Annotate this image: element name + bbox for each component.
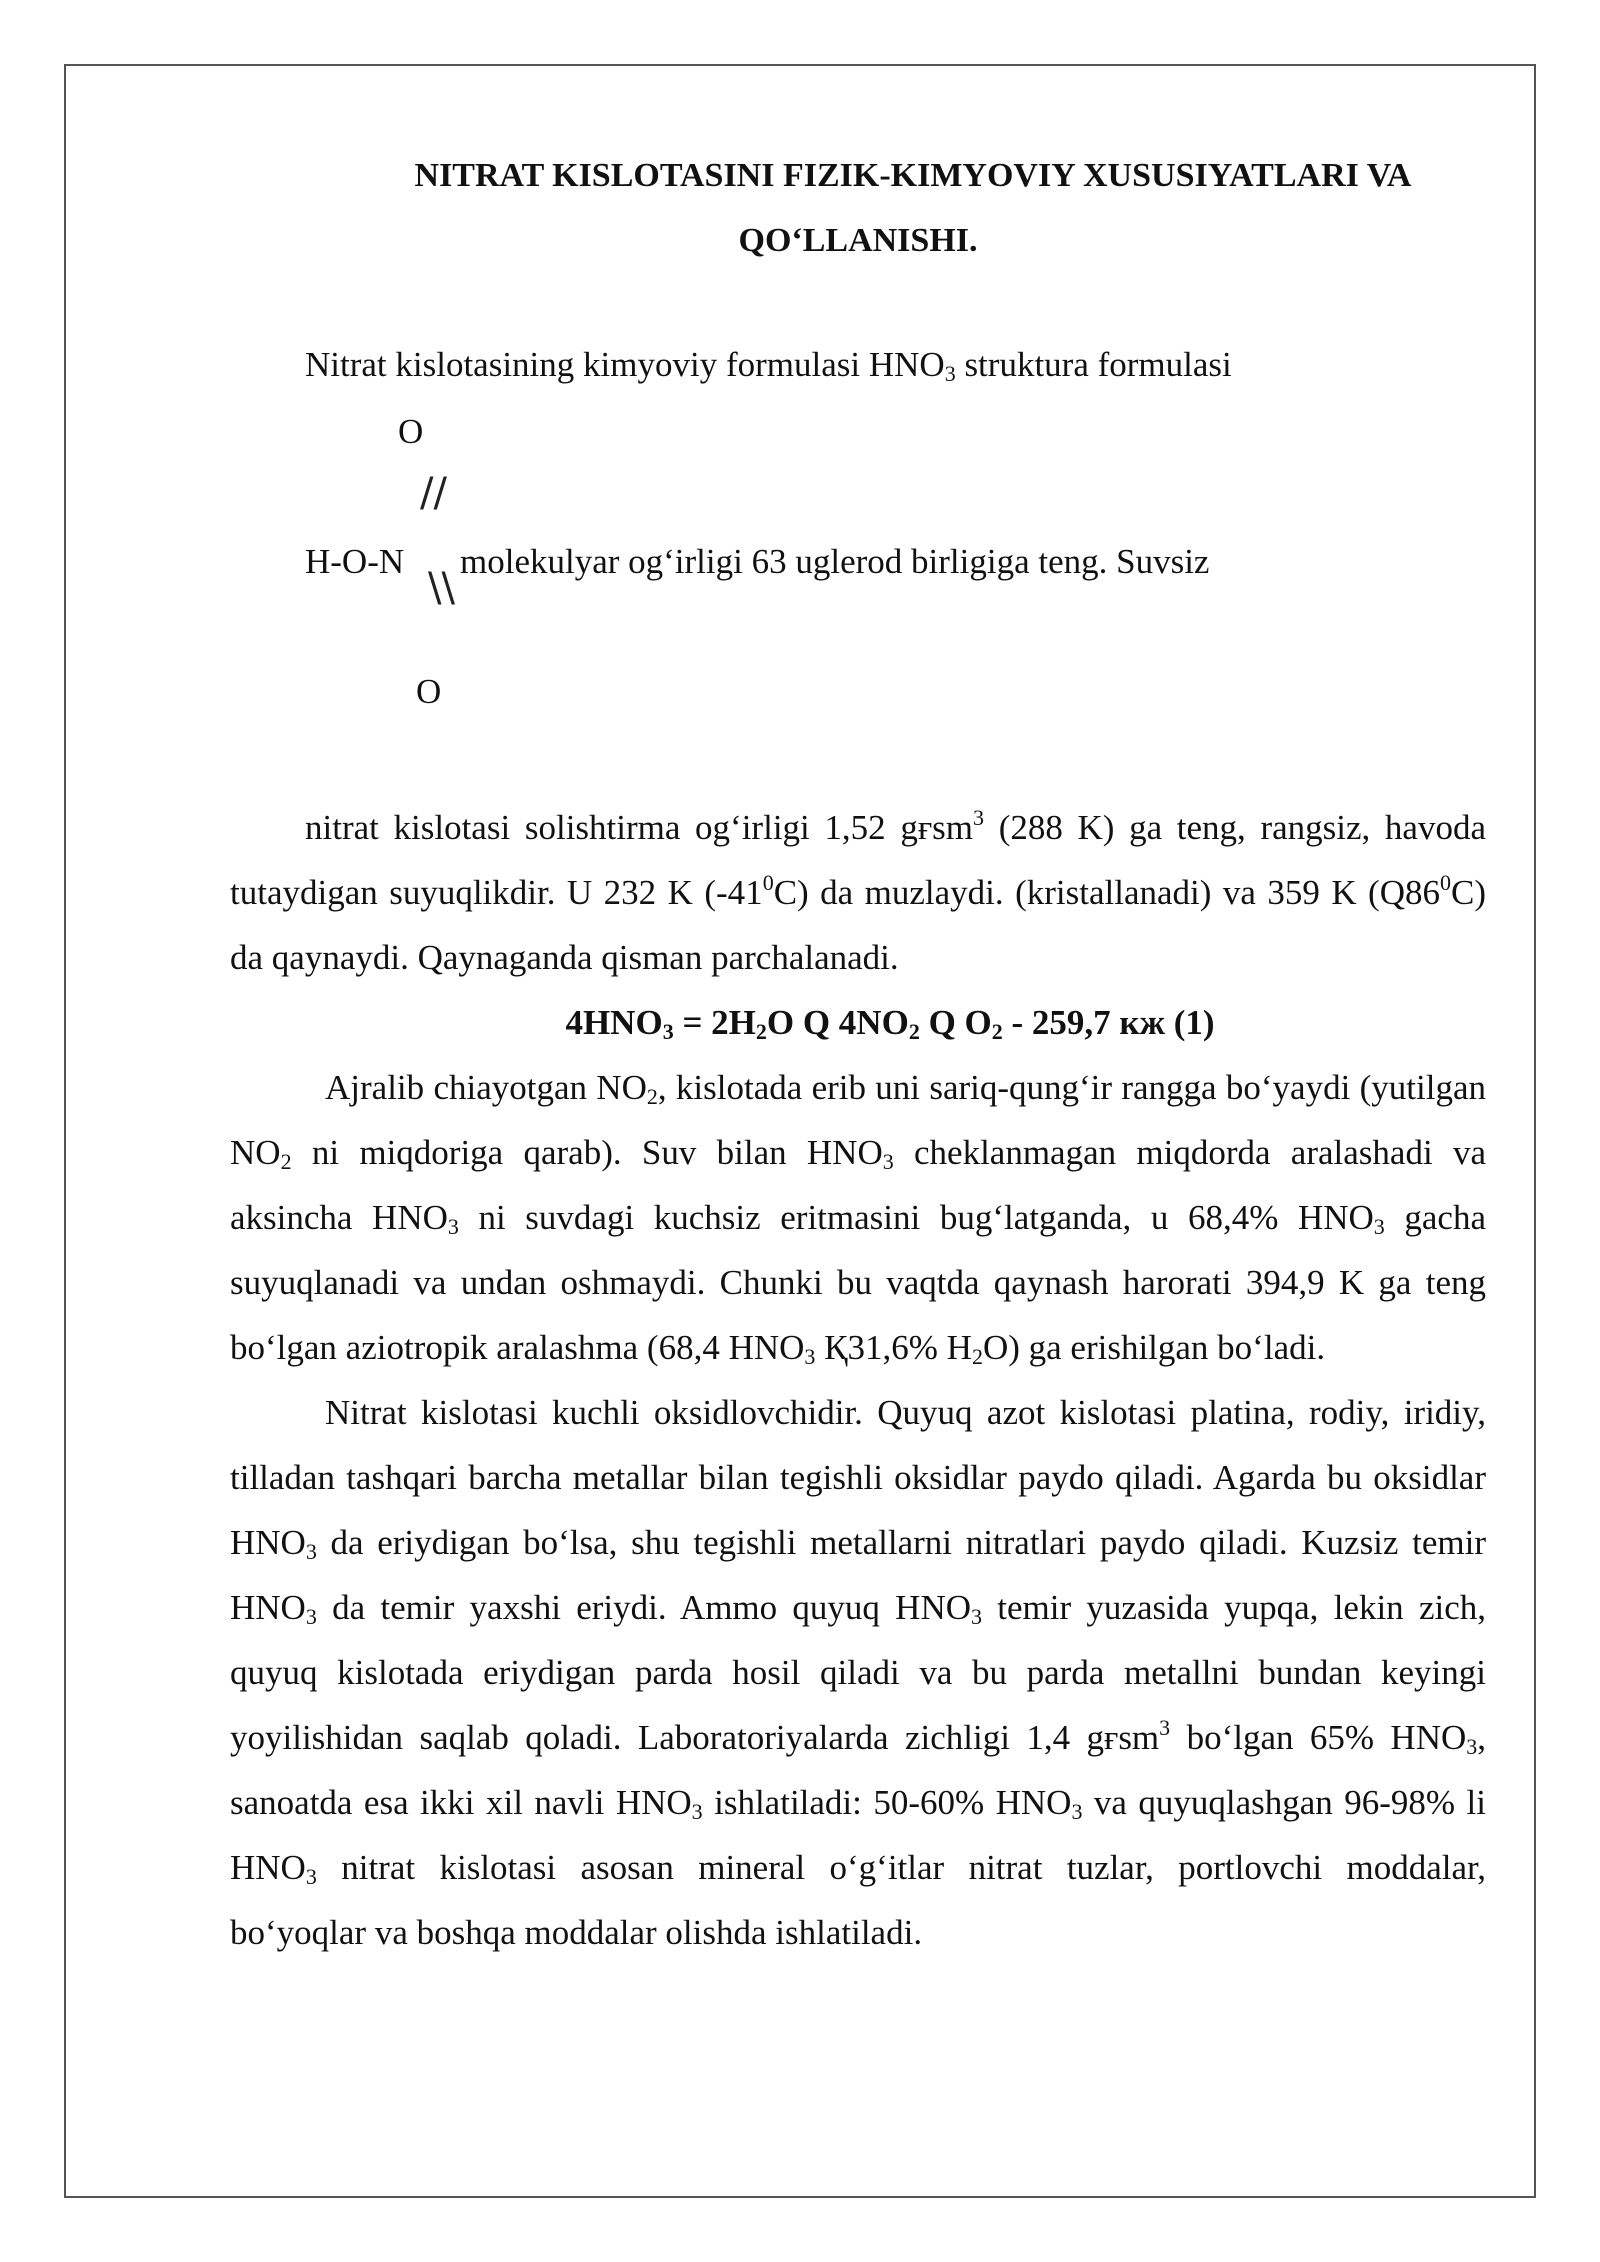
- structure-double-bond: //: [420, 470, 447, 516]
- structure-o-top: O: [398, 412, 424, 451]
- title-line-2: QO‘LLANISHI.: [738, 222, 978, 259]
- document-title: [230, 143, 1486, 273]
- title-line-1: NITRAT KISLOTASINI FIZIK-KIMYOVIY XUSUSIYATLARI VA: [414, 157, 1412, 194]
- structure-single-bond: \\: [428, 565, 455, 611]
- paragraph-properties: nitrat kislotasi solishtirma og‘irligi 1,52 gғsm$^3$ (288 K) ga teng, rangsiz, havoda tutaydigan suyuqlikdir. U 232 K $(-41^0C)$ da muzlaydi. (kristallanadi) va 359 K $(Q86^0C)$ da qaynaydi. Qaynaganda qisman parchalanadi.: [230, 805, 1486, 977]
- paragraph-oxidizer: Nitrat kislotasi kuchli oksidlovchidir. Quyuq azot kislotasi platina, rodiy, iridiy, tilladan tashqari barcha metallar bilan tegishli oksidlar paydo qiladi. Agarda bu oksidlar $HNO_3$ da eriydigan bo‘lsa, shu tegishli metallarni nitratlari paydo qiladi. Kuzsiz temir $HNO_3$ da temir yaxshi eriydi. Ammo quyuq $HNO_3$ temir yuzasida yupqa, lekin zich, quyuq kislotada eriydigan parda hosil qiladi va bu parda metallni bundan keyingi yoyilishidan saqlab qoladi. Laboratoriyalarda zichligi 1,4 gғsm$^3$ bo‘lgan 65% $HNO_3$, sanoatda esa ikki xil navli $HNO_3$ ishlatiladi: 50-60% $HNO_3$ va quyuqlashgan 96-98% li $HNO_3$ nitrat kislotasi asosan mineral o‘g‘itlar nitrat tuzlar, portlovchi moddalar, bo‘yoqlar va boshqa moddalar olishda ishlatiladi.: [230, 1393, 1486, 1952]
- paragraph-no2: Ajralib chiayotgan $NO_2$, kislotada erib uni sariq-qung‘ir rangga bo‘yaydi (yutilgan $NO_2$ ni miqdoriga qarab). Suv bilan $HNO_3$ cheklanmagan miqdorda aralashadi va aksincha $HNO_3$ ni suvdagi kuchsiz eritmasini bug‘latganda, u 68,4% $HNO_3$ gacha suyuqlanadi va undan oshmaydi. Chunki bu vaqtda qaynash harorati 394,9 K ga teng bo‘lgan aziotropik aralashma (68,4 $HNO_3$ Қ31,6% $H_2O$) ga erishilgan bo‘ladi.: [230, 1068, 1486, 1369]
- body-text: [230, 795, 1486, 1965]
- structure-hon: H-O-N: [305, 542, 405, 581]
- structure-o-bottom: O: [416, 672, 442, 711]
- formula-intro: Nitrat kislotasining kimyoviy formulasi $HNO_3$ struktura formulasi: [305, 345, 1232, 386]
- structure-after-text: molekulyar og‘irligi 63 uglerod birligiga teng. Suvsiz: [460, 542, 1210, 581]
- decomposition-equation: $4HNO_3 = 2H_2O$ Q $4NO_2$ Q $O_2 - 259,7$ кж (1): [565, 1003, 1215, 1044]
